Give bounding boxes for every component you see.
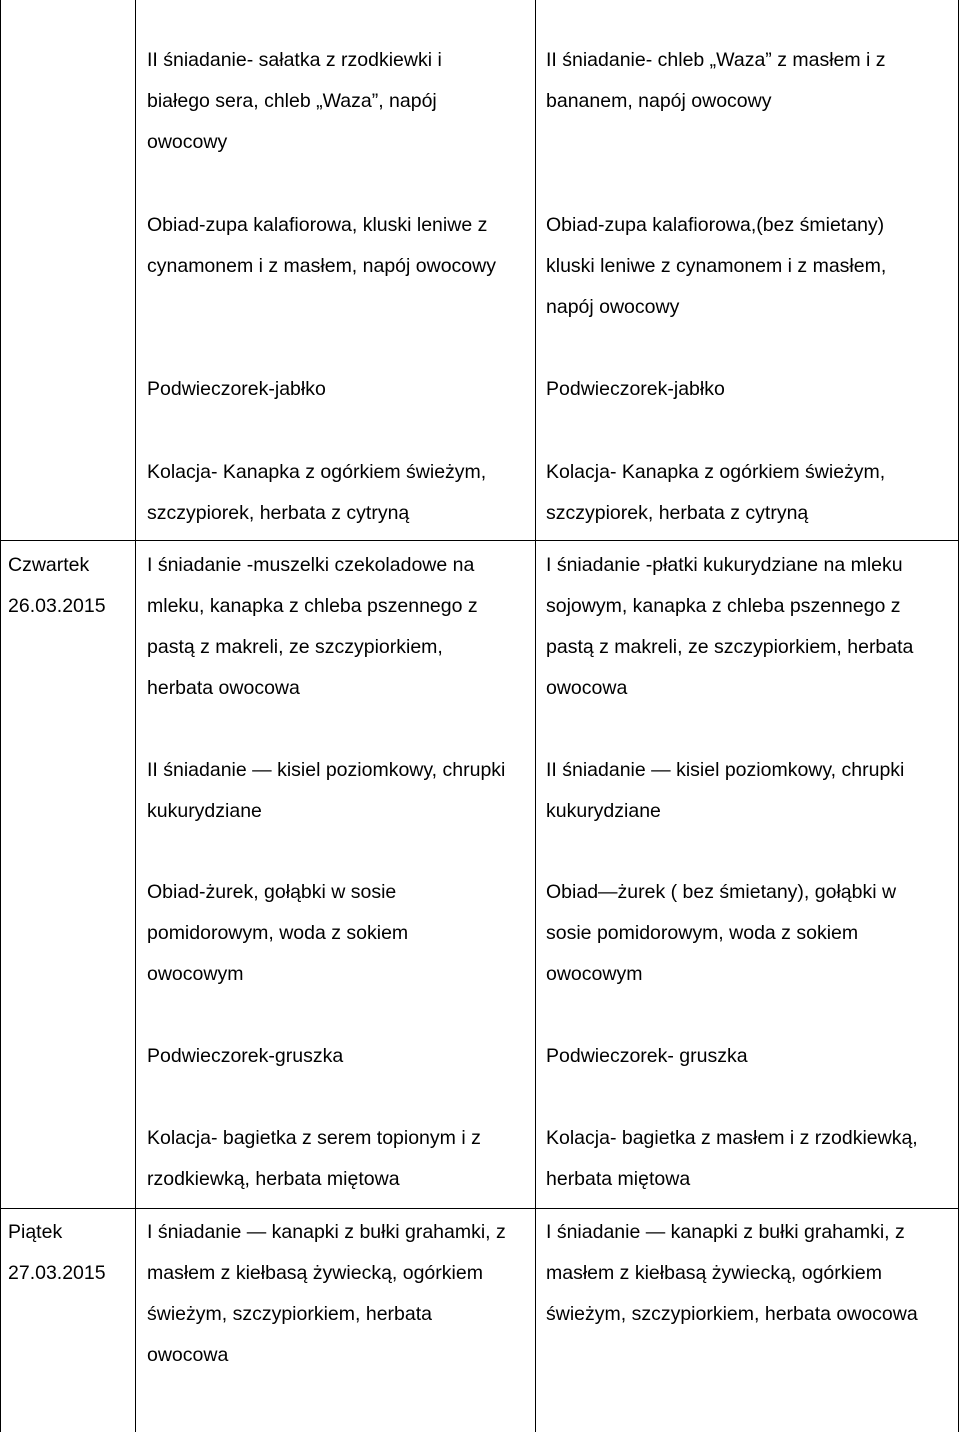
meal-special-snack: Podwieczorek- gruszka [546,1045,748,1067]
meal-special-dinner: Kolacja- Kanapka z ogórkiem świeżym, szczypiorek, herbata z cytryną [546,461,886,524]
column-border-middle [535,0,536,1432]
day-label-thursday: Czwartek 26.03.2015 [8,554,106,617]
meal-special-dinner: Kolacja- bagietka z masłem i z rzodkiewką, herbata miętowa [546,1127,918,1190]
meal-regular-second-breakfast: II śniadanie- sałatka z rzodkiewki i białego sera, chleb „Waza”, napój owocowy [147,49,442,153]
meal-special-breakfast: I śniadanie -płatki kukurydziane na mleku sojowym, kanapka z chleba pszennego z pastą z makreli, ze szczypiorkiem, herbata owocowa [546,554,914,699]
meal-special-second-breakfast: II śniadanie- chleb „Waza” z masłem i z bananem, napój owocowy [546,49,886,112]
day-label-friday: Piątek 27.03.2015 [8,1221,106,1284]
meal-special-breakfast: I śniadanie — kanapki z bułki grahamki, z masłem z kiełbasą żywiecką, ogórkiem świeżym, szczypiorkiem, herbata owocowa [546,1221,918,1325]
row-border-thursday [0,540,959,541]
meal-regular-snack: Podwieczorek-jabłko [147,378,326,400]
meal-regular-dinner: Kolacja- bagietka z serem topionym i z rzodkiewką, herbata miętowa [147,1127,481,1190]
column-border-right [958,0,959,1432]
meal-special-lunch: Obiad-zupa kalafiorowa,(bez śmietany) kluski leniwe z cynamonem i z masłem, napój owocowy [546,214,887,318]
row-border-friday [0,1208,959,1209]
meal-special-second-breakfast: II śniadanie — kisiel poziomkowy, chrupki kukurydziane [546,759,905,822]
meal-regular-second-breakfast: II śniadanie — kisiel poziomkowy, chrupki kukurydziane [147,759,506,822]
meal-regular-breakfast: I śniadanie -muszelki czekoladowe na mleku, kanapka z chleba pszennego z pastą z makreli, ze szczypiorkiem, herbata owocowa [147,554,478,699]
meal-special-snack: Podwieczorek-jabłko [546,378,725,400]
column-border-day [135,0,136,1432]
column-border-left [0,0,1,1432]
meal-special-lunch: Obiad—żurek ( bez śmietany), gołąbki w sosie pomidorowym, woda z sokiem owocowym [546,881,897,985]
meal-regular-dinner: Kolacja- Kanapka z ogórkiem świeżym, szczypiorek, herbata z cytryną [147,461,487,524]
meal-regular-breakfast: I śniadanie — kanapki z bułki grahamki, z masłem z kiełbasą żywiecką, ogórkiem świeżym, szczypiorkiem, herbata owocowa [147,1221,506,1366]
meal-regular-snack: Podwieczorek-gruszka [147,1045,344,1067]
meal-regular-lunch: Obiad-żurek, gołąbki w sosie pomidorowym, woda z sokiem owocowym [147,881,409,985]
meal-regular-lunch: Obiad-zupa kalafiorowa, kluski leniwe z cynamonem i z masłem, napój owocowy [147,214,496,277]
